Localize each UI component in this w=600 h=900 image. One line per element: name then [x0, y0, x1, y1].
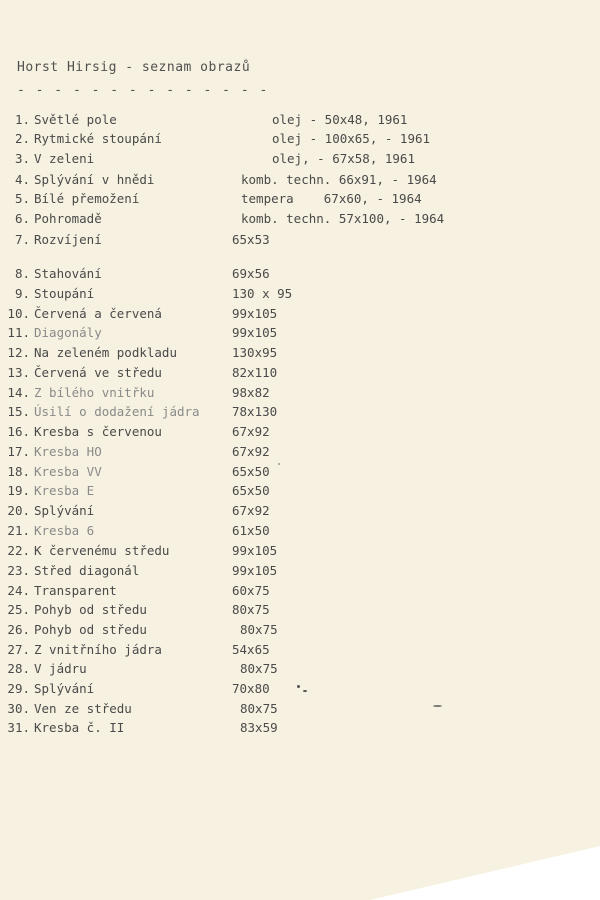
item-title: Diagonály	[34, 325, 102, 340]
item-details: 65x50	[232, 464, 270, 479]
item-details: 78x130	[232, 404, 278, 419]
list-item	[0, 190, 600, 208]
item-number: 31.	[7, 720, 30, 735]
item-title: Rytmické stoupání	[34, 131, 162, 146]
item-title: Splývání v hnědi	[34, 172, 155, 187]
item-details: 99x105	[232, 543, 278, 558]
ink-speck	[433, 705, 442, 707]
item-number: 5.	[14, 191, 30, 206]
list-item	[0, 171, 600, 189]
item-number: 27.	[7, 642, 30, 657]
item-details: 65x53	[232, 232, 270, 247]
item-title: Z vnitřního jádra	[34, 642, 162, 657]
item-number: 3.	[14, 151, 30, 166]
item-title: Na zeleném podkladu	[34, 345, 177, 360]
list-item	[0, 210, 600, 228]
item-number: 12.	[7, 345, 30, 360]
list-item	[0, 344, 600, 362]
item-details: 99x105	[232, 563, 278, 578]
item-details: 82x110	[232, 365, 278, 380]
item-title: Stahování	[34, 266, 102, 281]
item-title: Kresba s červenou	[34, 424, 162, 439]
item-details: 99x105	[232, 306, 278, 321]
item-number: 28.	[7, 661, 30, 676]
item-title: Ven ze středu	[34, 701, 132, 716]
item-title: Z bílého vnitřku	[34, 385, 155, 400]
list-item	[0, 403, 600, 421]
item-details: 70x80	[232, 681, 270, 696]
item-number: 23.	[7, 563, 30, 578]
list-item	[0, 482, 600, 500]
item-title: Červená a červená	[34, 306, 162, 321]
list-item	[0, 423, 600, 441]
item-details: 65x50	[232, 483, 270, 498]
list-item	[0, 130, 600, 148]
item-details: olej, - 67x58, 1961	[272, 151, 415, 166]
ink-speck	[297, 685, 300, 688]
item-number: 1.	[14, 112, 30, 127]
item-details: 99x105	[232, 325, 278, 340]
item-number: 18.	[7, 464, 30, 479]
item-title: Pohyb od středu	[34, 602, 147, 617]
list-item	[0, 641, 600, 659]
item-title: Červená ve středu	[34, 365, 162, 380]
item-details: 80x75	[240, 701, 278, 716]
ink-speck	[303, 690, 307, 692]
item-title: Kresba VV	[34, 464, 102, 479]
item-details: 67x92	[232, 424, 270, 439]
item-title: Střed diagonál	[34, 563, 140, 578]
item-details: 98x82	[232, 385, 270, 400]
item-details: 130x95	[232, 345, 278, 360]
list-item	[0, 601, 600, 619]
page-corner	[370, 846, 600, 900]
title-underline: - - - - - - - - - - - - - -	[17, 83, 269, 98]
item-number: 7.	[14, 232, 30, 247]
list-item	[0, 384, 600, 402]
item-title: Stoupání	[34, 286, 95, 301]
item-number: 13.	[7, 365, 30, 380]
item-details: tempera 67x60, - 1964	[241, 191, 422, 206]
list-item	[0, 660, 600, 678]
list-item	[0, 700, 600, 718]
document-title: Horst Hirsig - seznam obrazů	[17, 60, 251, 75]
item-title: V jádru	[34, 661, 87, 676]
item-title: Bílé přemožení	[34, 191, 140, 206]
item-number: 22.	[7, 543, 30, 558]
item-number: 21.	[7, 523, 30, 538]
item-number: 25.	[7, 602, 30, 617]
item-number: 11.	[7, 325, 30, 340]
list-item	[0, 305, 600, 323]
item-number: 30.	[7, 701, 30, 716]
list-item	[0, 621, 600, 639]
item-details: olej - 100x65, - 1961	[272, 131, 431, 146]
item-title: Světlé pole	[34, 112, 117, 127]
list-item	[0, 443, 600, 461]
item-number: 29.	[7, 681, 30, 696]
item-number: 24.	[7, 583, 30, 598]
item-number: 6.	[14, 211, 30, 226]
item-number: 16.	[7, 424, 30, 439]
list-item	[0, 582, 600, 600]
item-number: 10.	[7, 306, 30, 321]
list-item	[0, 324, 600, 342]
item-number: 17.	[7, 444, 30, 459]
item-details: 67x92	[232, 444, 270, 459]
item-number: 15.	[7, 404, 30, 419]
list-item	[0, 285, 600, 303]
item-details: olej - 50x48, 1961	[272, 112, 408, 127]
ink-speck	[278, 463, 280, 465]
item-title: Rozvíjení	[34, 232, 102, 247]
item-number: 20.	[7, 503, 30, 518]
list-item	[0, 562, 600, 580]
item-details: 61x50	[232, 523, 270, 538]
list-item	[0, 542, 600, 560]
item-number: 4.	[14, 172, 30, 187]
list-item	[0, 463, 600, 481]
item-title: Transparent	[34, 583, 117, 598]
item-details: 69x56	[232, 266, 270, 281]
item-title: K červenému středu	[34, 543, 170, 558]
item-details: 67x92	[232, 503, 270, 518]
item-number: 2.	[14, 131, 30, 146]
item-details: 54x65	[232, 642, 270, 657]
item-title: Kresba HO	[34, 444, 102, 459]
item-title: Splývání	[34, 681, 95, 696]
item-title: Pohromadě	[34, 211, 102, 226]
item-title: Kresba 6	[34, 523, 95, 538]
item-details: 83x59	[240, 720, 278, 735]
item-title: Pohyb od středu	[34, 622, 147, 637]
list-item	[0, 111, 600, 129]
item-details: 60x75	[232, 583, 270, 598]
list-item	[0, 150, 600, 168]
item-title: V zeleni	[34, 151, 95, 166]
list-item	[0, 364, 600, 382]
item-number: 8.	[14, 266, 30, 281]
item-title: Úsilí o dodažení jádra	[34, 404, 200, 419]
list-item	[0, 502, 600, 520]
item-details: 80x75	[240, 622, 278, 637]
item-title: Kresba č. II	[34, 720, 125, 735]
item-number: 19.	[7, 483, 30, 498]
list-item	[0, 522, 600, 540]
list-item	[0, 231, 600, 249]
item-details: 130 x 95	[232, 286, 293, 301]
item-details: komb. techn. 66x91, - 1964	[241, 172, 437, 187]
item-title: Kresba E	[34, 483, 95, 498]
item-number: 14.	[7, 385, 30, 400]
item-title: Splývání	[34, 503, 95, 518]
item-details: komb. techn. 57x100, - 1964	[241, 211, 445, 226]
item-details: 80x75	[240, 661, 278, 676]
item-number: 9.	[14, 286, 30, 301]
list-item	[0, 719, 600, 737]
list-item	[0, 265, 600, 283]
item-number: 26.	[7, 622, 30, 637]
item-details: 80x75	[232, 602, 270, 617]
list-item	[0, 680, 600, 698]
